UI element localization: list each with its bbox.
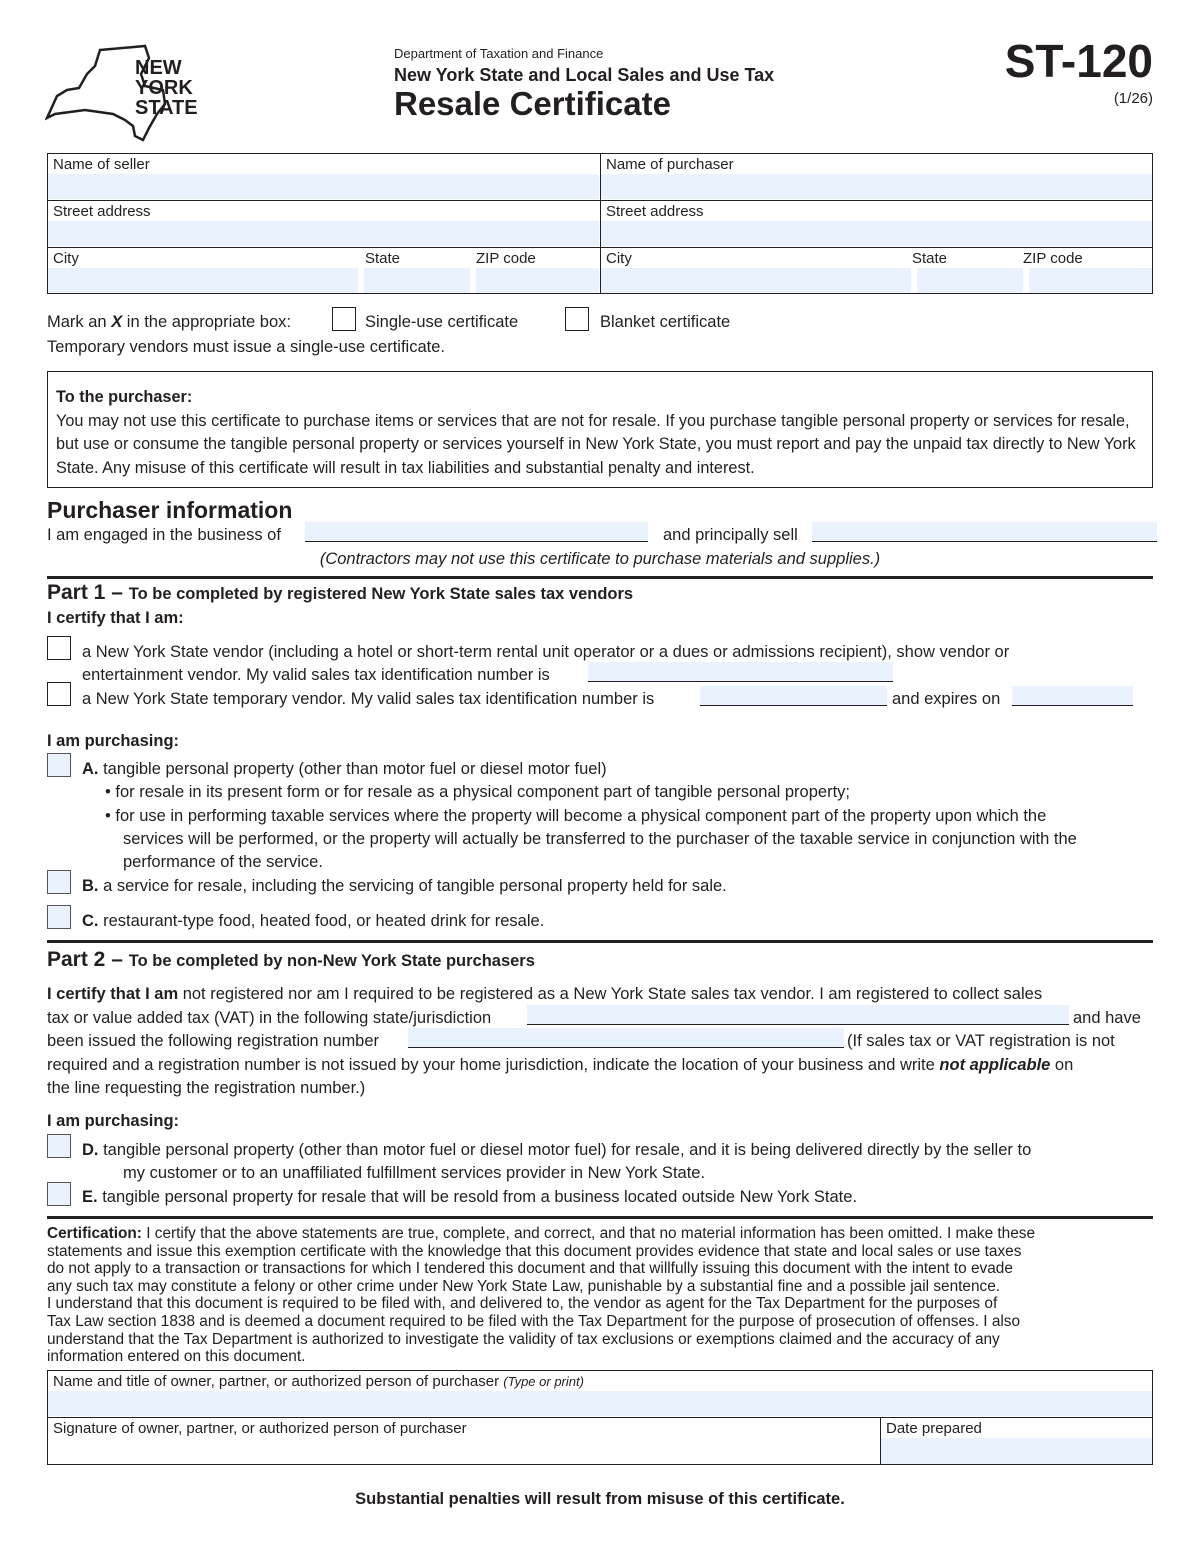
option-a-bullet-2-line-3: performance of the service. (123, 853, 323, 871)
option-a-bullet-2-line-1: • for use in performing taxable services where the property will become a physical component part of the property upon which the (105, 807, 1047, 825)
part1-purchasing-label: I am purchasing: (47, 732, 180, 750)
seller-zip-field[interactable] (476, 268, 599, 293)
logo-line-3: STATE (135, 97, 198, 119)
jurisdiction-field[interactable] (527, 1005, 1069, 1025)
department-name: Department of Taxation and Finance (394, 46, 604, 61)
purchaser-city-label: City (606, 250, 632, 267)
purchaser-name-label: Name of purchaser (606, 156, 734, 173)
option-a-bullet-1: • for resale in its present form or for resale as a physical component part of tangible personal property; (105, 783, 850, 801)
business-field[interactable] (305, 522, 648, 542)
temporary-vendor-note: Temporary vendors must issue a single-use certificate. (47, 338, 445, 356)
temp-vendor-id-field[interactable] (700, 686, 887, 706)
form-title: Resale Certificate (394, 85, 671, 122)
form-revision: (1/26) (1113, 90, 1153, 107)
logo-line-1: NEW (135, 57, 182, 79)
nys-vendor-checkbox[interactable] (47, 636, 71, 660)
single-use-label: Single-use certificate (365, 313, 519, 331)
part2-divider (47, 940, 1153, 943)
expires-field[interactable] (1012, 686, 1133, 706)
part1-heading: Part 1 – To be completed by registered New York State sales tax vendors (47, 581, 634, 604)
part2-heading: Part 2 – To be completed by non-New York State purchasers (47, 948, 535, 971)
name-title-field[interactable] (48, 1391, 1152, 1416)
certification-text: Certification: I certify that the above statements are true, complete, and correct, and that no material information has been omitted. I make these statements and issue this exemption certificate with the knowledge that this document provides evidence that state and local sales or use taxes do not apply to a transaction or transactions for which I tendered this document and that willfully issuing this document with the intent to evade any such tax may constitute a felony or other crime under New York State Law, punishable by a substantial fine and a possible jail sentence. I understand that this document is required to be filed with, and delivered to, the vendor as agent for the Tax Department for the purposes of Tax Law section 1838 and is deemed a document required to be filed with the Tax Department for the purpose of prosecution of offenses. I also understand that the Tax Department is authorized to investigate the validity of tax exclusions or exemptions claimed and the accuracy of any information entered on this document. (47, 1225, 1036, 1366)
part1-divider (47, 576, 1153, 579)
nys-vendor-text-2: entertainment vendor. My valid sales tax identification number is (82, 666, 550, 684)
purchaser-zip-label: ZIP code (1023, 250, 1083, 267)
part2-purchasing-label: I am purchasing: (47, 1112, 180, 1130)
purchaser-zip-field[interactable] (1029, 268, 1152, 293)
part2-line-2-end: and have (1073, 1009, 1141, 1027)
part2-line-4: required and a registration number is not issued by your home jurisdiction, indicate the location of your business and write not applicable on (47, 1056, 1074, 1074)
new-york-state-logo (45, 44, 210, 144)
engaged-label: I am engaged in the business of (47, 526, 281, 544)
form-subtitle: New York State and Local Sales and Use Tax (394, 65, 775, 85)
certification-divider (47, 1216, 1153, 1219)
seller-zip-label: ZIP code (476, 250, 536, 267)
registration-number-field[interactable] (408, 1028, 844, 1048)
part2-line-2: tax or value added tax (VAT) in the following state/jurisdiction (47, 1009, 492, 1027)
part2-line-1: I certify that I am not registered nor am I required to be registered as a New York State sales tax vendor. I am registered to collect sales (47, 985, 1043, 1003)
purchaser-state-label: State (912, 250, 948, 267)
expires-label: and expires on (892, 690, 1001, 708)
grid-row-divider-1 (47, 200, 1153, 201)
signature-row-divider (47, 1417, 1153, 1418)
principally-sell-label: and principally sell (663, 526, 798, 544)
name-title-label: Name and title of owner, partner, or authorized person of purchaser (Type or print) (53, 1373, 584, 1390)
part2-line-5: the line requesting the registration number.) (47, 1079, 366, 1097)
purchaser-name-field[interactable] (601, 174, 1152, 199)
date-prepared-field[interactable] (881, 1438, 1152, 1464)
signature-label: Signature of owner, partner, or authorized person of purchaser (53, 1420, 467, 1437)
seller-street-label: Street address (53, 203, 151, 220)
certificate-type-prompt: Mark an X in the appropriate box: (47, 313, 291, 331)
seller-city-label: City (53, 250, 79, 267)
logo-line-2: YORK (135, 77, 193, 99)
nys-vendor-text-1: a New York State vendor (including a hotel or short-term rental unit operator or a dues or admissions recipient), show vendor or (82, 643, 1010, 661)
option-a-bullet-2-line-2: services will be performed, or the property will actually be transferred to the purchaser of the taxable service in conjunction with the (123, 830, 1077, 848)
seller-name-label: Name of seller (53, 156, 150, 173)
option-c-text: C. restaurant-type food, heated food, or heated drink for resale. (82, 912, 545, 930)
seller-state-label: State (365, 250, 401, 267)
part2-line-3-end: (If sales tax or VAT registration is not (847, 1032, 1115, 1050)
seller-city-field[interactable] (48, 268, 358, 293)
date-prepared-label: Date prepared (886, 1420, 982, 1437)
temp-vendor-checkbox[interactable] (47, 682, 71, 706)
purchaser-street-label: Street address (606, 203, 704, 220)
option-d-text: D. tangible personal property (other than motor fuel or diesel motor fuel) for resale, and it is being delivered directly by the seller to (82, 1141, 1032, 1159)
part2-line-3: been issued the following registration number (47, 1032, 380, 1050)
purchaser-notice-heading: To the purchaser: (56, 388, 193, 406)
temp-vendor-text: a New York State temporary vendor. My valid sales tax identification number is (82, 690, 655, 708)
seller-state-field[interactable] (364, 268, 470, 293)
blanket-label: Blanket certificate (600, 313, 731, 331)
purchaser-street-field[interactable] (601, 221, 1152, 246)
option-a-checkbox[interactable] (47, 753, 71, 777)
part1-certify: I certify that I am: (47, 609, 184, 627)
seller-street-field[interactable] (48, 221, 599, 246)
purchaser-info-heading: Purchaser information (47, 497, 293, 523)
vendor-id-field[interactable] (588, 662, 893, 682)
option-a-text: A. tangible personal property (other than motor fuel or diesel motor fuel) (82, 760, 607, 778)
option-b-checkbox[interactable] (47, 870, 71, 894)
option-b-text: B. a service for resale, including the servicing of tangible personal property held for sale. (82, 877, 727, 895)
blanket-checkbox[interactable] (565, 307, 589, 331)
purchaser-state-field[interactable] (917, 268, 1023, 293)
option-e-text: E. tangible personal property for resale that will be resold from a business located outside New York State. (82, 1188, 858, 1206)
form-number: ST-120 (1004, 35, 1153, 87)
grid-row-divider-2 (47, 247, 1153, 248)
seller-name-field[interactable] (48, 174, 599, 199)
option-c-checkbox[interactable] (47, 905, 71, 929)
option-e-checkbox[interactable] (47, 1182, 71, 1206)
principally-sell-field[interactable] (812, 522, 1157, 542)
signature-field[interactable] (48, 1438, 879, 1464)
contractor-note: (Contractors may not use this certificate to purchase materials and supplies.) (319, 550, 881, 568)
option-d-checkbox[interactable] (47, 1134, 71, 1158)
option-d-text-line-2: my customer or to an unaffiliated fulfillment services provider in New York State. (123, 1164, 706, 1182)
purchaser-notice-box (47, 371, 1153, 488)
penalty-warning: Substantial penalties will result from misuse of this certificate. (355, 1490, 845, 1508)
purchaser-notice-body: You may not use this certificate to purchase items or services that are not for resale. If you purchase tangible personal property or services for resale, but use or consume the tangible personal property or services yourself in New York State, you must report and pay the unpaid tax directly to New York State. Any misuse of this certificate will result in tax liabilities and substantial penalty and interest. (56, 411, 1136, 477)
single-use-checkbox[interactable] (332, 307, 356, 331)
purchaser-city-field[interactable] (601, 268, 911, 293)
